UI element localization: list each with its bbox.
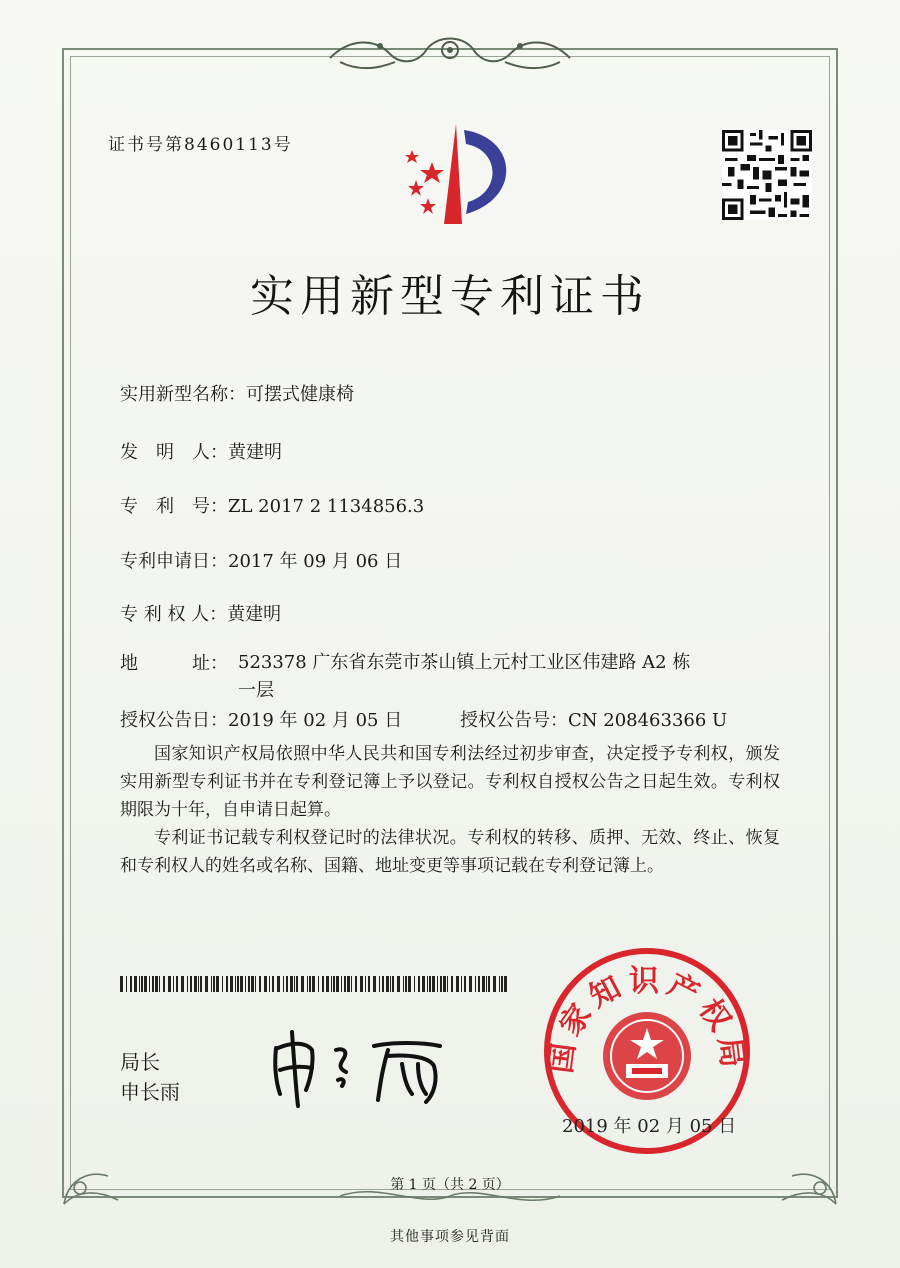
field-label: 地 址： [120, 653, 228, 674]
field-grant-date [120, 706, 402, 732]
field-value: 黄建明 [227, 604, 282, 625]
field-utility-model-name [120, 380, 354, 406]
field-value: 可摆式健康椅 [246, 384, 354, 405]
field-label: 授权公告日： [120, 710, 228, 731]
field-inventor [120, 438, 282, 464]
field-patent-number [120, 492, 424, 518]
body-paragraph-2: 专利证书记载专利权登记时的法律状况。专利权的转移、质押、无效、终止、恢复和专利权人的姓名或名称、国籍、地址变更等事项记载在专利登记簿上。 [120, 828, 780, 876]
page-number: 第 1 页（共 2 页） [390, 1177, 510, 1193]
field-label: 发 明 人： [120, 442, 228, 463]
seal-date: 2019 年 02 月 05 日 [562, 1116, 737, 1137]
director-title: 局长 [120, 1050, 160, 1074]
barcode-icon [120, 976, 510, 992]
patent-office-logo-icon [388, 120, 528, 230]
footer-note: 其他事项参见背面 [390, 1229, 510, 1245]
handwritten-signature-icon [262, 1020, 462, 1110]
body-paragraph-1: 国家知识产权局依照中华人民共和国专利法经过初步审查，决定授予专利权，颁发实用新型专利证书并在专利登记簿上予以登记。专利权自授权公告之日起生效。专利权期限为十年，自申请日起算。 [120, 744, 780, 820]
certificate-number: 证书号第8460113号 [108, 135, 293, 155]
qr-code-icon [722, 130, 812, 220]
field-patentee [120, 600, 281, 626]
field-label: 专 利 号： [120, 496, 228, 517]
field-value: 黄建明 [228, 442, 282, 463]
field-filing-date [120, 547, 402, 573]
certificate-title: 实用新型专利证书 [250, 271, 650, 322]
field-label: 专利申请日： [120, 551, 228, 572]
field-address-value: 523378 广东省东莞市茶山镇上元村工业区伟建路 A2 栋一层 [238, 652, 691, 701]
field-value: 2019 年 02 月 05 日 [228, 710, 403, 731]
field-value: CN 208463366 U [568, 710, 728, 731]
seal-text: 国家知识产权局 [543, 964, 751, 1076]
field-grant-number [460, 706, 727, 732]
field-label: 实用新型名称： [120, 384, 246, 405]
field-value: 2017 年 09 月 06 日 [228, 551, 403, 572]
field-value: ZL 2017 2 1134856.3 [228, 496, 425, 517]
field-label: 授权公告号： [460, 710, 568, 731]
top-ornament-icon [320, 28, 580, 74]
field-address-label [120, 649, 228, 675]
director-name: 申长雨 [120, 1080, 180, 1104]
field-label: 专 利 权 人： [120, 604, 228, 625]
